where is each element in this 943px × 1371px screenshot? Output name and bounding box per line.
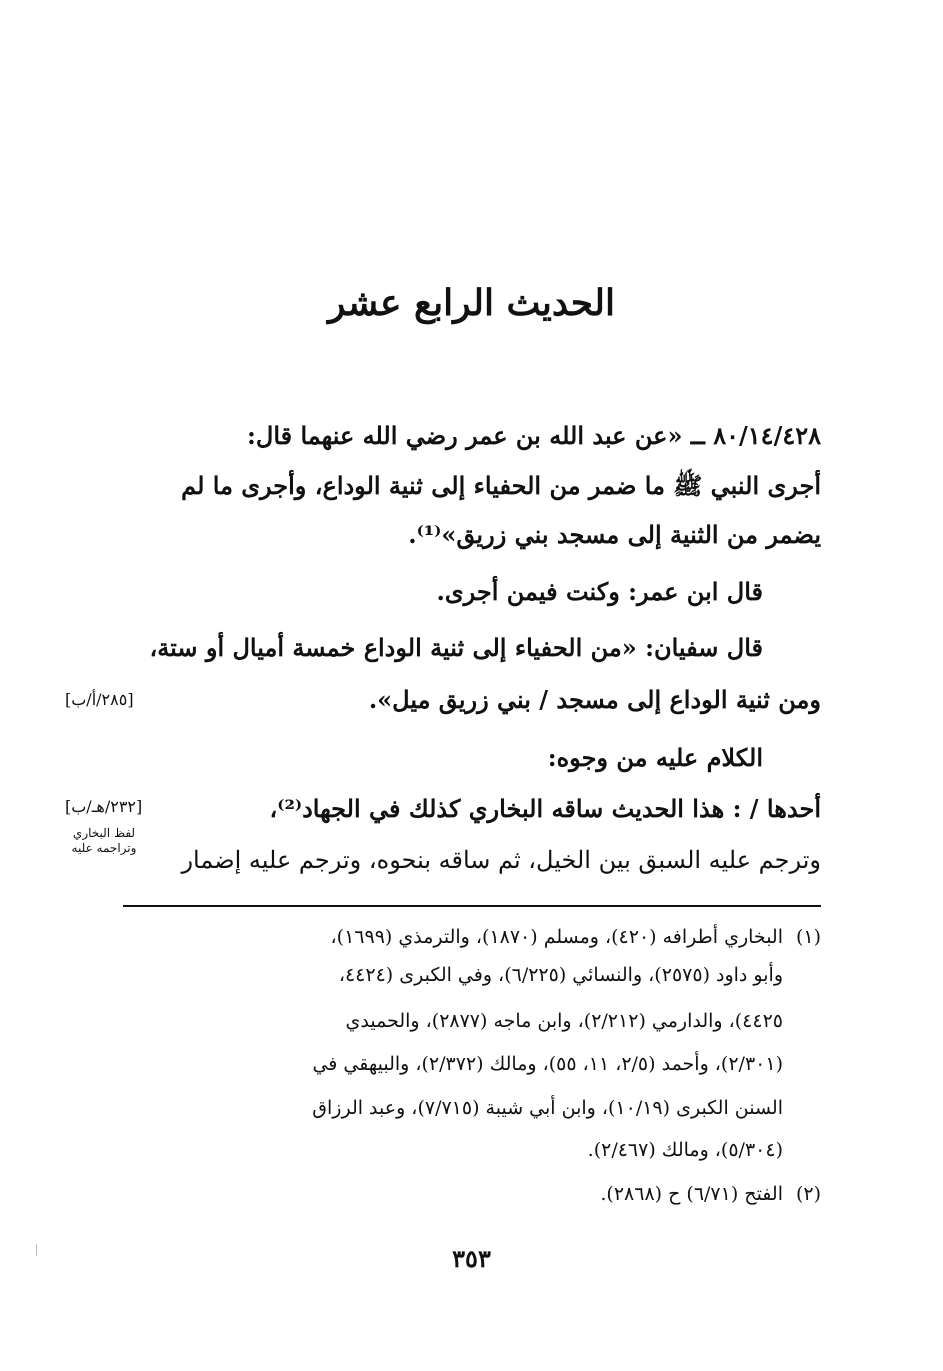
footnote-number: (١): [795, 926, 821, 948]
margin-reference: [٢٣٢/هـ/ب]: [65, 797, 143, 816]
footnote-number: (٢): [795, 1183, 821, 1205]
footnote-line: وأبو داود (٢٥٧٥)، والنسائي (٦/٢٢٥)، وفي الكبرى (٤٤٢٤،: [338, 964, 783, 986]
scan-mark: [36, 1244, 37, 1256]
body-line: وترجم عليه السبق بين الخيل، ثم ساقه بنحوه، وترجم عليه إضمار: [181, 846, 821, 874]
body-line: قال سفيان: «من الحفياء إلى ثنية الوداع خمسة أميال أو ستة،: [149, 633, 763, 662]
footnote-line: البخاري أطرافه (٤٢٠)، ومسلم (١٨٧٠)، والترمذي (١٦٩٩)،: [330, 926, 783, 948]
footnote-line: (٥/٣٠٤)، ومالك (٢/٤٦٧).: [587, 1139, 783, 1161]
footnote-line: السنن الكبرى (١٠/١٩)، وابن أبي شيبة (٧/٧١٥)، وعبد الرزاق: [312, 1097, 783, 1119]
body-line: أحدها / : هذا الحديث ساقه البخاري كذلك في الجهاد⁽²⁾،: [269, 794, 821, 823]
footnote-divider: [123, 905, 821, 907]
margin-reference: [٢٨٥/أ/ب]: [65, 690, 134, 709]
body-line: ٨٠/١٤/٤٢٨ ــ «عن عبد الله بن عمر رضي الله عنهما قال:: [247, 421, 821, 450]
margin-note: لفظ البخاري وتراجمه عليه: [71, 826, 137, 855]
chapter-title: الحديث الرابع عشر: [327, 282, 615, 324]
body-line: قال ابن عمر: وكنت فيمن أجرى.: [436, 577, 763, 606]
body-line: الكلام عليه من وجوه:: [547, 743, 763, 772]
body-line: يضمر من الثنية إلى مسجد بني زريق»⁽¹⁾.: [408, 520, 821, 549]
page-number: ٣٥٣: [452, 1244, 491, 1273]
footnote-line: (٢/٣٠١)، وأحمد (٢/٥، ١١، ٥٥)، ومالك (٢/٣٧٢)، والبيهقي في: [312, 1053, 783, 1075]
body-line: ومن ثنية الوداع إلى مسجد / بني زريق ميل».: [368, 685, 821, 714]
footnote-line: ٤٤٢٥)، والدارمي (٢/٢١٢)، وابن ماجه (٢٨٧٧)، والحميدي: [345, 1010, 783, 1032]
body-line: أجرى النبي ﷺ ما ضمر من الحفياء إلى ثنية الوداع، وأجرى ما لم: [181, 471, 821, 500]
footnote-line: الفتح (٦/٧١) ح (٢٨٦٨).: [600, 1183, 783, 1205]
